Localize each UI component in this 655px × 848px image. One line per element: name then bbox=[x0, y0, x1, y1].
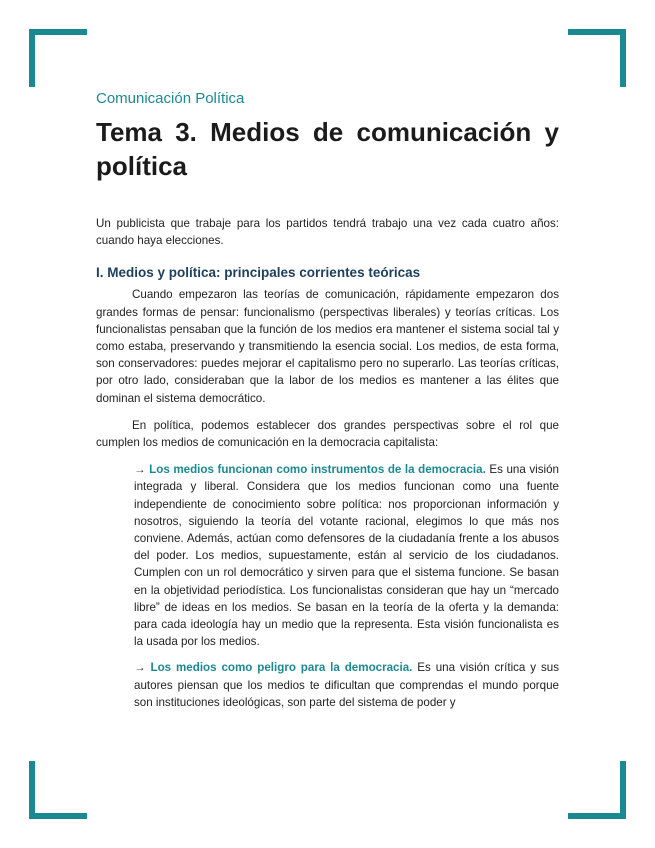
corner-mark-top-left bbox=[29, 29, 87, 87]
section-heading: I. Medios y política: principales corrientes teóricas bbox=[96, 265, 421, 281]
subject-title: Comunicación Política bbox=[96, 90, 245, 107]
list-item bbox=[134, 461, 559, 650]
corner-mark-bottom-right bbox=[568, 761, 626, 819]
bullet-text: Es una visión crítica y sus autores piensan que los medios te dificultan que comprendas el mundo porque son instituciones ideológicas, son parte del sistema de poder y bbox=[134, 661, 559, 709]
intro-paragraph: Un publicista que trabaje para los partidos tendrá trabajo una vez cada cuatro años: cuando haya elecciones. bbox=[96, 217, 559, 248]
bullet-text: Es una visión integrada y liberal. Considera que los medios funcionan como una fuente independiente de conocimiento sobre política: nos proporcionan información y nosotros, siguiendo la teoría del votante racional, elegimos lo que más nos conviene. Además, actúan como defensores de la ciudadanía frente a los abusos del poder. Los medios, supuestamente, están al servicio de los ciudadanos. Cumplen con un rol democrático y sirven para que el sistema funcione. Se basan en la objetividad periodística. Los funcionalistas consideran que hay un “mercado libre” de ideas en los medios. Se basan en la teoría de la oferta y la demanda: para cada ideología hay un medio que la representa. Esta visión funcionalista es la usada por los medios. bbox=[134, 463, 559, 649]
paragraph-perspectives: En política, podemos establecer dos grandes perspectivas sobre el rol que cumplen los medios de comunicación en la democracia capitalista: bbox=[96, 418, 559, 450]
list-item bbox=[134, 659, 559, 711]
page-title: Tema 3. Medios de comunicación y política bbox=[96, 117, 559, 181]
paragraph-theories: Cuando empezaron las teorías de comunicación, rápidamente empezaron dos grandes formas de pensar: funcionalismo (perspectivas liberales) y teorías críticas. Los funcionalistas pensaban que la función de los medios era mantener el sistema social tal y como estaba, preservando y transmitiendo la esencia social. Los medios, de esta forma, son conservadores: puedes mejorar el capitalismo pero no superarlo. Las teorías críticas, por otro lado, consideraban que la labor de los medios es mantener a las élites que dominan el sistema democrático. bbox=[96, 288, 559, 405]
arrow-icon: → bbox=[134, 661, 146, 675]
corner-mark-top-right bbox=[568, 29, 626, 87]
page-content bbox=[96, 90, 559, 720]
corner-mark-bottom-left bbox=[29, 761, 87, 819]
bullet-highlight: Los medios como peligro para la democracia. bbox=[150, 661, 413, 675]
bullet-highlight: Los medios funcionan como instrumentos de la democracia. bbox=[149, 463, 486, 477]
arrow-icon: → bbox=[134, 463, 146, 477]
